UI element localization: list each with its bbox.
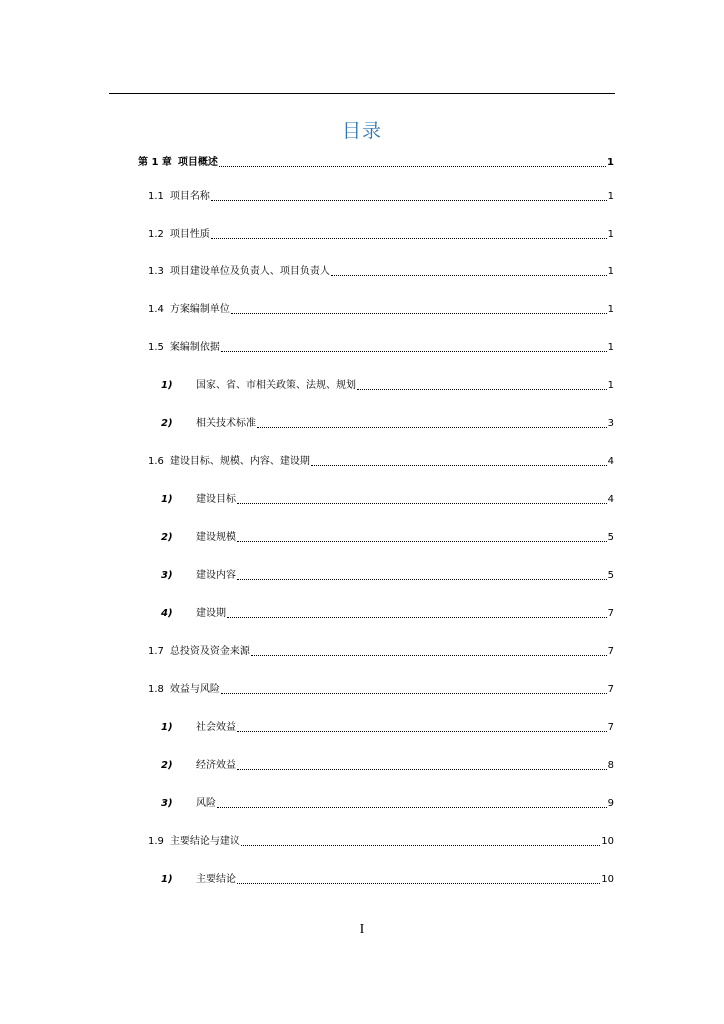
toc-entry-page: 7 bbox=[607, 722, 614, 733]
toc-entry-number: 1.2 bbox=[148, 229, 164, 240]
toc-entry-1-1[interactable] bbox=[148, 187, 614, 203]
toc-entry-1-6-4[interactable] bbox=[161, 604, 614, 620]
toc-entry-1-2[interactable] bbox=[148, 225, 614, 241]
toc-entry-number: 1) bbox=[161, 380, 173, 391]
toc-entry-title: 建设目标 bbox=[196, 494, 236, 505]
toc-entry-title: 主要结论 bbox=[196, 874, 236, 885]
dot-leader bbox=[211, 238, 607, 239]
toc-entry-number: 4) bbox=[161, 608, 173, 619]
toc-entry-1-8-3[interactable] bbox=[161, 794, 614, 810]
toc-entry-title: 社会效益 bbox=[196, 722, 236, 733]
page-number: I bbox=[359, 922, 365, 937]
dot-leader bbox=[331, 275, 607, 276]
toc-entry-title: 建设内容 bbox=[196, 570, 236, 581]
toc-entry-1-6-1[interactable] bbox=[161, 490, 614, 506]
toc-entry-page: 10 bbox=[601, 836, 614, 847]
toc-entry-page: 5 bbox=[607, 570, 614, 581]
dot-leader bbox=[257, 427, 607, 428]
toc-entry-page: 1 bbox=[607, 229, 614, 240]
dot-leader bbox=[221, 351, 607, 352]
toc-entry-number: 3) bbox=[161, 798, 173, 809]
toc-entry-number: 第 1 章 bbox=[138, 157, 172, 168]
toc-entry-page: 4 bbox=[607, 494, 614, 505]
toc-entry-title: 主要结论与建议 bbox=[169, 836, 240, 847]
dot-leader bbox=[211, 200, 607, 201]
toc-entry-chapter-1[interactable] bbox=[138, 153, 614, 169]
toc-entry-title: 总投资及资金来源 bbox=[169, 646, 250, 657]
toc-entry-page: 9 bbox=[607, 798, 614, 809]
toc-entry-title: 效益与风险 bbox=[169, 684, 220, 695]
dot-leader bbox=[311, 465, 607, 466]
toc-entry-page: 8 bbox=[607, 760, 614, 771]
toc-entry-page: 7 bbox=[607, 608, 614, 619]
toc-entry-number: 1) bbox=[161, 494, 173, 505]
toc-entry-1-8-1[interactable] bbox=[161, 718, 614, 734]
toc-entry-page: 1 bbox=[607, 342, 614, 353]
toc-entry-number: 1.3 bbox=[148, 266, 164, 277]
dot-leader bbox=[219, 166, 606, 167]
toc-entry-page: 1 bbox=[607, 191, 614, 202]
toc-entry-title: 建设期 bbox=[196, 608, 226, 619]
toc-entry-1-6[interactable] bbox=[148, 452, 614, 468]
toc-title: 目录 bbox=[341, 120, 382, 142]
dot-leader bbox=[357, 389, 607, 390]
toc-entry-1-4[interactable] bbox=[148, 300, 614, 316]
toc-entry-1-7[interactable] bbox=[148, 642, 614, 658]
toc-entry-number: 1) bbox=[161, 874, 173, 885]
toc-entry-number: 1.7 bbox=[148, 646, 164, 657]
toc-entry-number: 2) bbox=[161, 532, 173, 543]
toc-entry-1-5-1[interactable] bbox=[161, 376, 614, 392]
dot-leader bbox=[241, 845, 600, 846]
toc-entry-number: 2) bbox=[161, 418, 173, 429]
toc-entry-page: 7 bbox=[607, 684, 614, 695]
toc-entry-1-3[interactable] bbox=[148, 262, 614, 278]
toc-entry-1-8[interactable] bbox=[148, 680, 614, 696]
dot-leader bbox=[227, 617, 607, 618]
dot-leader bbox=[237, 769, 607, 770]
dot-leader bbox=[217, 807, 607, 808]
toc-entry-title: 项目性质 bbox=[169, 229, 210, 240]
toc-entry-1-5[interactable] bbox=[148, 338, 614, 354]
toc-entry-number: 1.6 bbox=[148, 456, 164, 467]
toc-entry-1-5-2[interactable] bbox=[161, 414, 614, 430]
toc-entry-1-6-2[interactable] bbox=[161, 528, 614, 544]
dot-leader bbox=[237, 579, 607, 580]
toc-entry-title: 项目建设单位及负责人、项目负责人 bbox=[169, 266, 330, 277]
toc-entry-title: 建设规模 bbox=[196, 532, 236, 543]
toc-entry-page: 10 bbox=[601, 874, 614, 885]
toc-entry-page: 1 bbox=[607, 266, 614, 277]
dot-leader bbox=[237, 503, 607, 504]
toc-entry-number: 2) bbox=[161, 760, 173, 771]
toc-entry-number: 1.9 bbox=[148, 836, 164, 847]
toc-entry-title: 项目名称 bbox=[169, 191, 210, 202]
toc-entry-page: 4 bbox=[607, 456, 614, 467]
toc-entry-title: 经济效益 bbox=[196, 760, 236, 771]
toc-entry-number: 1) bbox=[161, 722, 173, 733]
dot-leader bbox=[237, 541, 607, 542]
dot-leader bbox=[237, 731, 607, 732]
toc-entry-title: 国家、省、市相关政策、法规、规划 bbox=[196, 380, 356, 391]
toc-entry-title: 方案编制单位 bbox=[169, 304, 230, 315]
dot-leader bbox=[231, 313, 607, 314]
toc-entry-1-6-3[interactable] bbox=[161, 566, 614, 582]
toc-entry-title: 风险 bbox=[196, 798, 216, 809]
dot-leader bbox=[237, 883, 600, 884]
toc-entry-page: 7 bbox=[607, 646, 614, 657]
toc-entry-number: 1.1 bbox=[148, 191, 164, 202]
toc-entry-page: 1 bbox=[607, 304, 614, 315]
toc-entry-number: 1.5 bbox=[148, 342, 164, 353]
toc-entry-title: 案编制依据 bbox=[169, 342, 220, 353]
toc-entry-number: 3) bbox=[161, 570, 173, 581]
toc-entry-number: 1.8 bbox=[148, 684, 164, 695]
toc-entry-page: 5 bbox=[607, 532, 614, 543]
toc-entry-1-9-1[interactable] bbox=[161, 870, 614, 886]
toc-entry-page: 1 bbox=[607, 380, 614, 391]
toc-entry-title: 建设目标、规模、内容、建设期 bbox=[169, 456, 310, 467]
header-rule bbox=[109, 93, 615, 94]
toc-entry-page: 1 bbox=[607, 157, 614, 168]
toc-entry-title: 相关技术标准 bbox=[196, 418, 256, 429]
toc-entry-title: 项目概述 bbox=[177, 157, 218, 168]
toc-entry-1-8-2[interactable] bbox=[161, 756, 614, 772]
dot-leader bbox=[221, 693, 607, 694]
toc-entry-number: 1.4 bbox=[148, 304, 164, 315]
toc-entry-page: 3 bbox=[607, 418, 614, 429]
dot-leader bbox=[251, 655, 607, 656]
toc-entry-1-9[interactable] bbox=[148, 832, 614, 848]
